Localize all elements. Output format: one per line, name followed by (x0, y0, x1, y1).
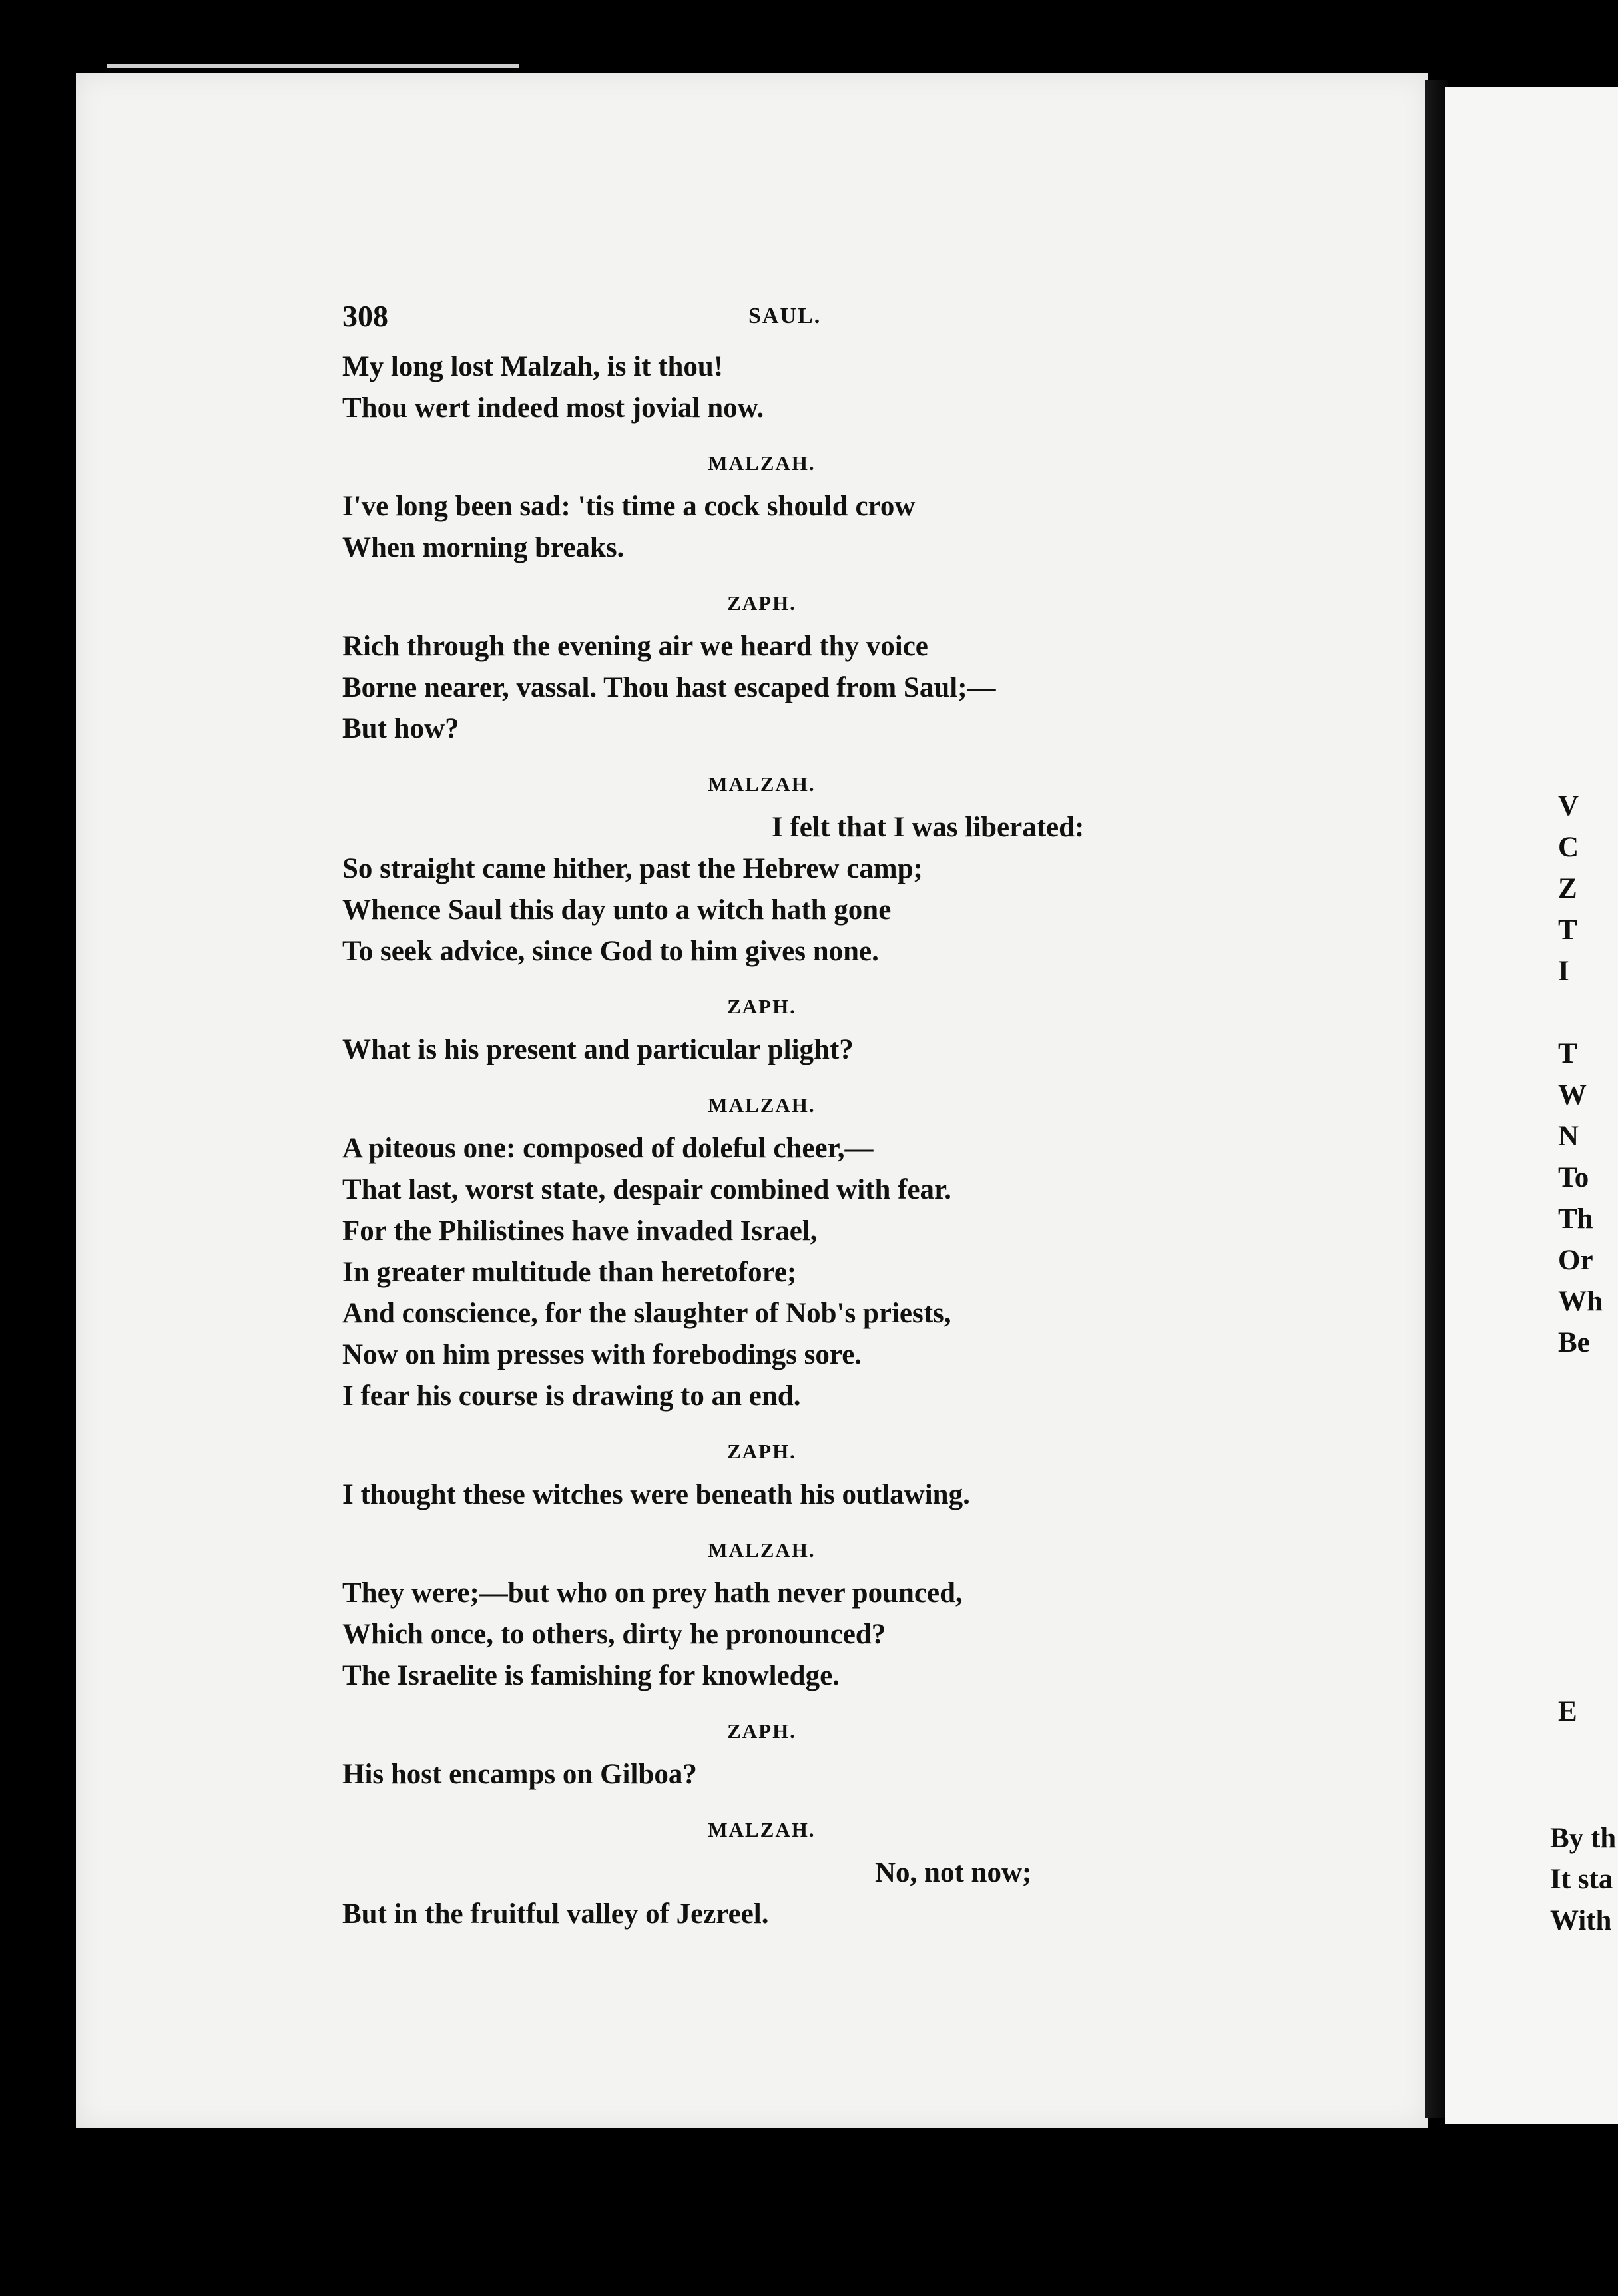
verse-line: Thou wert indeed most jovial now. (342, 392, 764, 424)
dialogue-entry (342, 1818, 1208, 1935)
facing-page-text-fragment: Be (1558, 1327, 1590, 1358)
verse-line: They were;—but who on prey hath never pounced, (342, 1578, 963, 1609)
verse-line: The Israelite is famishing for knowledge. (342, 1660, 840, 1691)
verse-line: His host encamps on Gilboa? (342, 1759, 697, 1790)
verse-line: But in the fruitful valley of Jezreel. (342, 1898, 769, 1930)
dialogue-entry (342, 995, 1208, 1071)
facing-page-text-fragment: It sta (1550, 1864, 1613, 1895)
verse-line: My long lost Malzah, is it thou! (342, 351, 724, 382)
verse-line: To seek advice, since God to him gives none. (342, 936, 879, 967)
verse-line: I fear his course is drawing to an end. (342, 1380, 801, 1412)
verse-line: For the Philistines have invaded Israel, (342, 1215, 818, 1247)
dialogue-entry (342, 346, 1208, 429)
dialogue-entry (342, 591, 1208, 750)
facing-page-text-fragment: Z (1558, 873, 1577, 904)
facing-page-text-fragment: T (1558, 914, 1577, 946)
speaker-name: MALZAH. (708, 1538, 816, 1562)
verse-line: Now on him presses with forebodings sore. (342, 1339, 862, 1370)
speaker-name: MALZAH. (708, 1093, 816, 1117)
page-number: 308 (342, 299, 388, 333)
verse-line: So straight came hither, past the Hebrew camp; (342, 853, 923, 884)
verse-line: A piteous one: composed of doleful cheer,— (342, 1133, 874, 1164)
facing-page-text-fragment: T (1558, 1038, 1577, 1069)
facing-page-text-fragment: With (1550, 1905, 1612, 1936)
verse-line: Whence Saul this day unto a witch hath gone (342, 894, 892, 926)
speaker-name: ZAPH. (727, 995, 796, 1018)
speaker-name: ZAPH. (727, 591, 796, 615)
verse-line: That last, worst state, despair combined with fear. (342, 1174, 951, 1205)
verse-line: I felt that I was liberated: (772, 812, 1085, 843)
speaker-name: MALZAH. (708, 451, 816, 475)
facing-page-text-fragment: I (1558, 956, 1569, 987)
speaker-name: MALZAH. (708, 1818, 816, 1841)
verse-line: No, not now; (875, 1857, 1032, 1888)
facing-page-fragments (1558, 786, 1618, 1364)
facing-page-text-fragment: V (1558, 790, 1579, 822)
dialogue-entry (342, 451, 1208, 569)
dialogue-entry (342, 1719, 1208, 1795)
book-gutter (1425, 80, 1448, 2118)
running-title: SAUL. (748, 304, 822, 328)
facing-page-text-fragment: Th (1558, 1203, 1593, 1235)
facing-page-text-fragment: By th (1550, 1823, 1617, 1854)
dialogue-entry (342, 1538, 1208, 1697)
verse-line: Borne nearer, vassal. Thou hast escaped from Saul;— (342, 672, 996, 703)
facing-page-text-fragment: C (1558, 832, 1579, 863)
facing-page-text-fragment: Wh (1558, 1286, 1603, 1317)
facing-page-fragment-lower (1558, 1691, 1618, 1733)
facing-page-text-fragment: To (1558, 1162, 1589, 1193)
dialogue-entry (342, 772, 1208, 972)
verse-line: I thought these witches were beneath his outlawing. (342, 1479, 970, 1510)
speaker-name: ZAPH. (727, 1440, 796, 1463)
speaker-name: ZAPH. (727, 1719, 796, 1743)
facing-page-fragments-bottom (1550, 1818, 1618, 1942)
facing-page-text-fragment: N (1558, 1121, 1579, 1152)
verse-line: When morning breaks. (342, 532, 625, 563)
verse-line: Which once, to others, dirty he pronounced? (342, 1619, 886, 1650)
dialogue-passage (342, 346, 1208, 1935)
verse-line: And conscience, for the slaughter of Nob's priests, (342, 1298, 951, 1329)
facing-page-text-fragment: Or (1558, 1245, 1593, 1276)
page-text (342, 293, 1208, 1935)
verse-line: In greater multitude than heretofore; (342, 1257, 797, 1288)
top-edge-rule (107, 64, 519, 68)
page-header (342, 293, 1208, 346)
verse-line: I've long been sad: 'tis time a cock should crow (342, 491, 916, 522)
facing-page-text-fragment (1558, 992, 1618, 1033)
facing-page-text-fragment: E (1558, 1696, 1577, 1727)
verse-line: Rich through the evening air we heard thy voice (342, 631, 928, 662)
dialogue-entry (342, 1440, 1208, 1516)
dialogue-entry (342, 1093, 1208, 1417)
verse-line: What is his present and particular plight? (342, 1034, 854, 1065)
verse-line: But how? (342, 713, 459, 744)
speaker-name: MALZAH. (708, 772, 816, 796)
facing-page-text-fragment: W (1558, 1079, 1587, 1111)
